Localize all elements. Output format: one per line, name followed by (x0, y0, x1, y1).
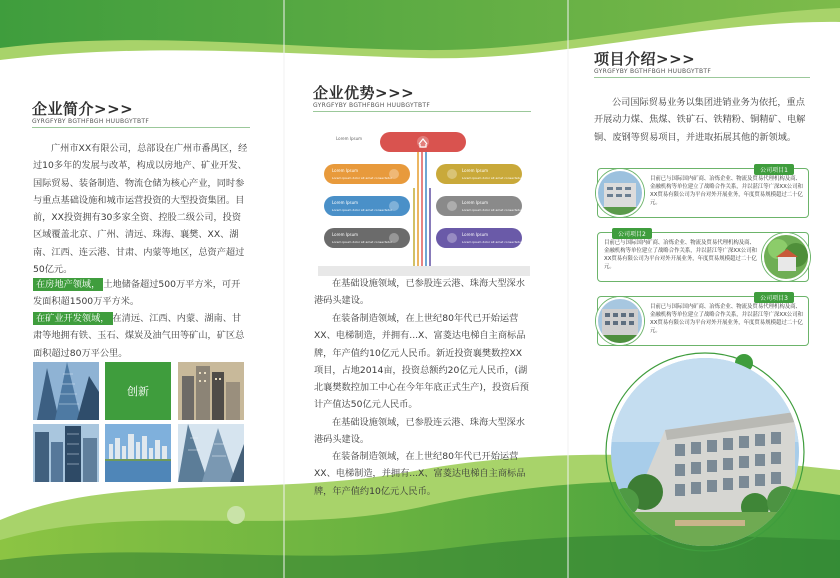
info-label-1: Lorem Ipsum (332, 168, 359, 173)
mining-highlight: 在矿业开发领域， (33, 312, 113, 325)
skyscraper-image-2 (178, 362, 244, 420)
middle-para2-text: 在装备制造领域，在上世纪80年代已开始运营XX、电梯制造，并拥有...X、富菱达电梯自主商标品牌，年产值约10亿元人民币。新近投资襄樊数控XX项目，占地2014亩，投资总额约20亿元人民币，(湖北襄樊数控加工中心在今年年底正式生产)，投资后预计产值达50亿元人民币。 (314, 313, 529, 411)
info-label-5: Lorem Ipsum (332, 232, 359, 237)
info-label-4: Lorem Ipsum (462, 200, 489, 205)
middle-para4-text: 在装备制造领域，在上世纪80年代已开始运营XX、电梯制造，并拥有...X、富菱达电梯自主商标品牌，年产值约10亿元人民币。 (314, 451, 526, 497)
project-card-1-image (596, 169, 644, 217)
right-intro-paragraph (594, 94, 810, 146)
left-para2-text: 土地储备超过500万平方米，可开发面积超1500万平方米。 (33, 279, 241, 308)
innovation-tile (105, 362, 171, 420)
skyscraper-image-3 (33, 424, 99, 482)
middle-paragraph-3 (314, 414, 530, 449)
headquarters-photo (605, 352, 805, 552)
left-realestate-paragraph (33, 276, 249, 311)
project-card-2-tag: 公司项目2 (612, 228, 652, 239)
project-card-3-text: 目前已与国际国内矿商、冶炼企业、物流及贸易代理机构及商、金融机构等单位建立了战略合作关系，并以湛江等广深XX公司和XX贸易有限公司为平台对外开展业务，年度贸易规模超过二十亿元。 (650, 304, 803, 334)
left-intro-paragraph (33, 140, 249, 278)
project-card-3 (597, 296, 809, 346)
info-label-3: Lorem Ipsum (332, 200, 359, 205)
info-label-6: Lorem Ipsum (462, 232, 489, 237)
skyscraper-image-4 (178, 424, 244, 482)
middle-section-title: 企业优势>>> (313, 84, 415, 102)
project-card-3-image (596, 297, 644, 345)
middle-paragraph-4 (314, 448, 530, 500)
left-section-title: 企业简介>>> (32, 100, 134, 118)
middle-section-subtitle: GYRGFYBY BGTHFBGH HUUBGYTBTF (313, 102, 431, 109)
city-skyline-image (105, 424, 171, 482)
middle-paragraph-1 (314, 275, 530, 310)
middle-title-rule (313, 111, 531, 112)
left-para1-text: 广州市XX有限公司，总部设在广州市番禺区，经过10多年的发展与改革，构成以房地产、矿业开发、国际贸易、装备制造、物流仓储为核心产业，同时参与重点基础设施和城市运营投资的大型投资集团。目前，XX投资拥有30多家全资、控股二级公司，投资区域覆盖北京、广州、清远、珠海、襄樊、XX、湖南、江西、连云港、甘肃、内蒙等地区，总资产超过50亿元。 (33, 143, 248, 276)
info-label-2: Lorem Ipsum (462, 168, 489, 173)
project-card-1-tag: 公司项目1 (754, 164, 794, 175)
info-text-2: Lorem ipsum dolor sit amet consectetur (462, 176, 523, 180)
middle-para1-text: 在基础设施领域，已参股连云港、珠海大型深水港码头建设。 (314, 278, 525, 307)
advantages-infographic (318, 128, 530, 278)
info-text-5: Lorem ipsum dolor sit amet consectetur (332, 240, 393, 244)
right-title-rule (594, 77, 810, 78)
middle-para3-text: 在基础设施领域，已参股连云港、珠海大型深水港码头建设。 (314, 417, 525, 446)
middle-paragraph-2 (314, 310, 530, 414)
project-card-2-text: 目前已与国际国内矿商、冶炼企业、物流及贸易代理机构及商、金融机构等单位建立了战略合作关系，并以湛江等广深XX公司和XX贸易有限公司为平台对外开展业务，年度贸易规模超过二十亿元。 (604, 240, 757, 270)
info-text-1: Lorem ipsum dolor sit amet consectetur (332, 176, 393, 180)
right-section-subtitle: GYRGFYBY BGTHFBGH HUUBGYTBTF (594, 68, 712, 75)
left-mining-paragraph (33, 310, 249, 362)
right-intro-text: 公司国际贸易业务以集团进销业务为依托，重点开展动力煤、焦煤、铁矿石、铁精粉、铜精矿、电解铜、废钢等贸易项目，并进取拓展其他的新领域。 (594, 97, 806, 143)
left-section-subtitle: GYRGFYBY BGTHFBGH HUUBGYTBTF (32, 118, 150, 125)
right-section-title: 项目介绍>>> (594, 50, 696, 68)
realestate-highlight: 在房地产领域， (33, 278, 103, 291)
info-top-title: Lorem Ipsum (336, 136, 363, 141)
project-card-2 (597, 232, 809, 282)
info-text-3: Lorem ipsum dolor sit amet consectetur (332, 208, 393, 212)
project-card-2-image (762, 233, 810, 281)
project-card-3-tag: 公司项目3 (754, 292, 794, 303)
left-title-rule (32, 127, 250, 128)
skyscraper-image-1 (33, 362, 99, 420)
info-text-4: Lorem ipsum dolor sit amet consectetur (462, 208, 523, 212)
project-card-1-text: 目前已与国际国内矿商、冶炼企业、物流及贸易代理机构及商、金融机构等单位建立了战略合作关系，并以湛江等广深XX公司和XX贸易有限公司为平台对外开展业务，年度贸易规模超过二十亿元。 (650, 176, 803, 206)
left-para3-text: 在清远、江西、内蒙、湖南、甘肃等地拥有铁、玉石、煤炭及油气田等矿山，矿区总面积超过80万平公里。 (33, 313, 245, 359)
project-card-1 (597, 168, 809, 218)
info-text-6: Lorem ipsum dolor sit amet consectetur (462, 240, 523, 244)
innovation-label: 创新 (127, 385, 149, 398)
